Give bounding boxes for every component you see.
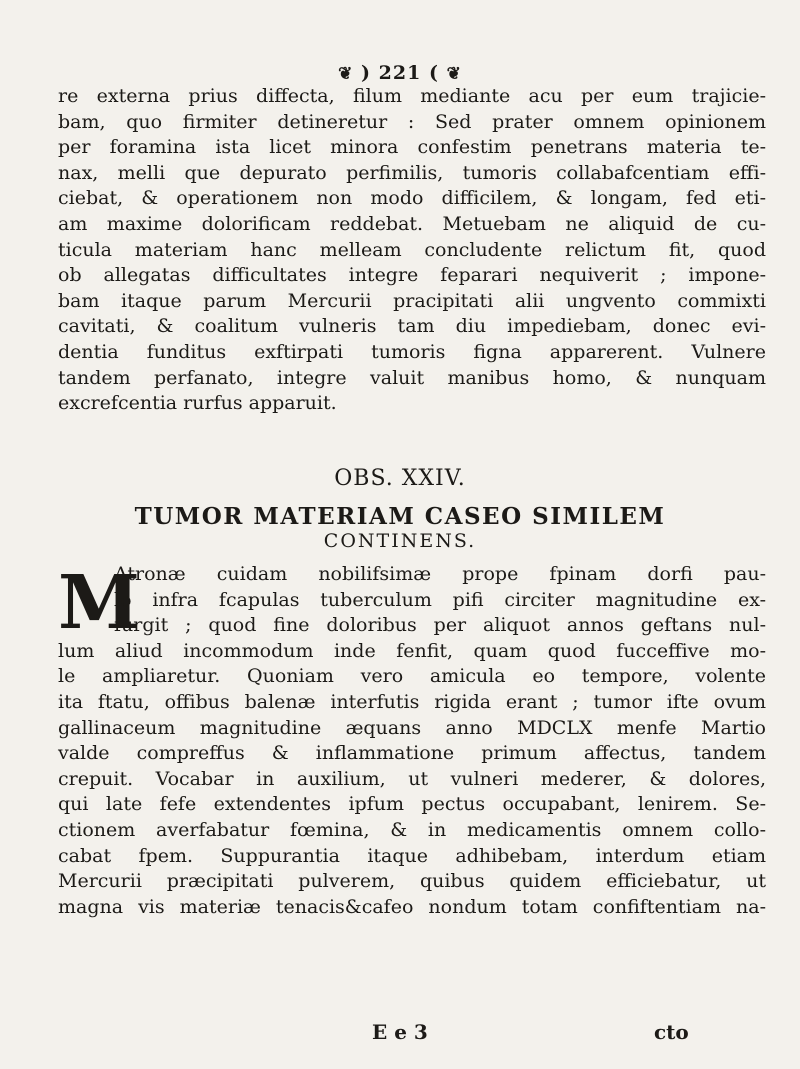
ornament-left-icon: ❦ (338, 64, 354, 84)
text-line: ctionem averfabatur fœmina, & in medicamentis omnem collo- (58, 818, 766, 841)
text-line: Mercurii præcipitati pulverem, quibus quidem efficiebatur, ut (58, 870, 766, 893)
text-line: per foramina ista licet minora confestim penetrans materia te- (58, 136, 766, 159)
signature-mark: E e 3 (372, 1020, 428, 1044)
observation-heading: OBS. XXIV. (334, 466, 466, 491)
section-title-continued: CONTINENS. (323, 530, 477, 552)
ornament-right-icon: ❦ (446, 64, 462, 84)
text-line: lum aliud incommodum inde fenfit, quam quod fucceffive mo- (58, 639, 766, 662)
text-line: bam itaque parum Mercurii pracipitati alii ungvento commixti (58, 289, 766, 312)
catchword: cto (654, 1020, 689, 1044)
drop-capital: M (58, 560, 140, 646)
text-line: cabat fpem. Suppurantia itaque adhibebam, interdum etiam (58, 844, 766, 867)
section-title: TUMOR MATERIAM CASEO SIMILEM (134, 503, 666, 530)
text-line: dentia funditus exftirpati tumoris figna apparerent. Vulnere (58, 340, 766, 363)
text-line: gallinaceum magnitudine æquans anno MDCLX menfe Martio (58, 716, 766, 739)
page-number: 221 (378, 62, 422, 84)
text-line: furgit ; quod fine doloribus per aliquot annos geftans nul- (114, 614, 766, 637)
text-line: cavitati, & coalitum vulneris tam diu impediebam, donec evi- (58, 315, 766, 338)
text-line: ob allegatas difficultates integre feparari nequiverit ; impone- (58, 264, 766, 287)
paragraph-observation (58, 562, 766, 920)
page-header: ❦ ) 221 ( ❦ (338, 62, 462, 84)
text-line: nax, melli que depurato perfimilis, tumoris collabafcentiam effi- (58, 161, 766, 184)
text-line: ciebat, & operationem non modo difficilem, & longam, fed eti- (58, 187, 766, 210)
text-line: qui late fefe extendentes ipfum pectus occupabant, lenirem. Se- (58, 793, 766, 816)
text-line: magna vis materiæ tenacis&cafeo nondum totam confiftentiam na- (58, 895, 766, 918)
text-line: Atronæ cuidam nobilifsimæ prope fpinam dorfi pau- (114, 563, 766, 585)
text-line: tandem perfanato, integre valuit manibus homo, & nunquam (58, 366, 766, 389)
text-line: crepuit. Vocabar in auxilium, ut vulneri mederer, & dolores, (58, 767, 766, 790)
text-line: excrefcentia rurfus apparuit. (58, 392, 337, 415)
text-line: lo infra fcapulas tuberculum pifi circiter magnitudine ex- (114, 588, 766, 611)
paragraph-continuation (58, 84, 766, 417)
text-line: valde compreffus & inflammatione primum affectus, tandem (58, 742, 766, 765)
text-line: bam, quo firmiter detineretur : Sed prater omnem opinionem (58, 110, 766, 133)
text-line: re externa prius diffecta, filum mediante acu per eum trajicie- (58, 85, 766, 107)
text-line: ita ftatu, offibus balenæ interfutis rigida erant ; tumor ifte ovum (58, 690, 766, 713)
text-line: am maxime dolorificam reddebat. Metuebam ne aliquid de cu- (58, 212, 766, 235)
text-line: ticula materiam hanc melleam concludente relictum fit, quod (58, 238, 766, 261)
text-line: le ampliaretur. Quoniam vero amicula eo tempore, volente (58, 665, 766, 688)
